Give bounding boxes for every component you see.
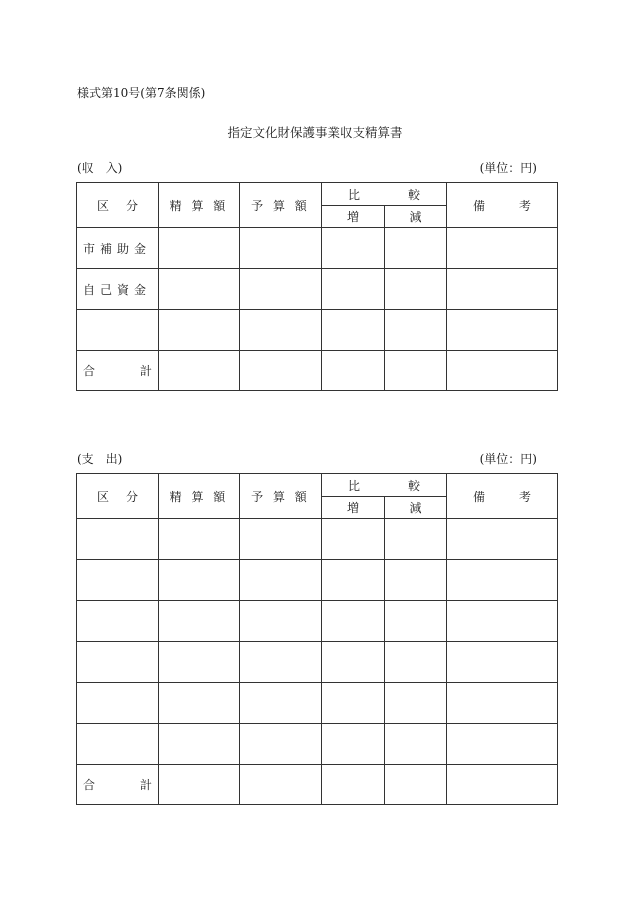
cell-seisan[interactable]: [159, 519, 240, 560]
cell-seisan[interactable]: [159, 351, 240, 391]
form-number: 様式第10号(第7条関係): [77, 86, 206, 100]
cell-zou[interactable]: [322, 724, 385, 765]
cell-biko[interactable]: [447, 601, 558, 642]
total-label-left: 合: [83, 364, 96, 378]
header-biko: [447, 183, 558, 228]
cell-biko[interactable]: [447, 683, 558, 724]
header-hikaku-left: 比: [348, 187, 361, 202]
cell-gen[interactable]: [385, 683, 447, 724]
cell-zou[interactable]: [322, 683, 385, 724]
header-kubun-right: 分: [125, 198, 138, 213]
cell-yosan[interactable]: [240, 601, 322, 642]
cell-seisan[interactable]: [159, 310, 240, 351]
cell-gen[interactable]: [385, 228, 447, 269]
table-row: [77, 228, 558, 269]
cell-zou[interactable]: [322, 642, 385, 683]
cell-gen[interactable]: [385, 560, 447, 601]
header-seisan: 精 算 額: [159, 474, 240, 519]
cell-seisan[interactable]: [159, 560, 240, 601]
cell-biko[interactable]: [447, 560, 558, 601]
header-gen: 減: [385, 497, 447, 519]
cell-zou[interactable]: [322, 310, 385, 351]
cell-biko[interactable]: [447, 642, 558, 683]
cell-seisan[interactable]: [159, 269, 240, 310]
cell-seisan[interactable]: [159, 683, 240, 724]
cell-seisan[interactable]: [159, 765, 240, 805]
header-gen: 減: [385, 206, 447, 228]
cell-zou[interactable]: [322, 228, 385, 269]
table-row: [77, 519, 558, 560]
cell-gen[interactable]: [385, 519, 447, 560]
expense-table: [76, 473, 558, 805]
cell-biko[interactable]: [447, 724, 558, 765]
header-hikaku-left: 比: [348, 478, 361, 493]
total-row: [77, 765, 558, 805]
cell-gen[interactable]: [385, 269, 447, 310]
cell-yosan[interactable]: [240, 310, 322, 351]
cell-zou[interactable]: [322, 519, 385, 560]
cell-biko[interactable]: [447, 310, 558, 351]
header-biko-right: 考: [518, 489, 531, 504]
header-biko: [447, 474, 558, 519]
row-label[interactable]: [77, 601, 159, 642]
row-label[interactable]: [77, 724, 159, 765]
header-kubun-left: 区: [97, 198, 110, 213]
header-yosan: 予 算 額: [240, 474, 322, 519]
cell-yosan[interactable]: [240, 228, 322, 269]
cell-seisan[interactable]: [159, 724, 240, 765]
cell-yosan[interactable]: [240, 560, 322, 601]
table-row: [77, 310, 558, 351]
table-row: [77, 683, 558, 724]
header-biko-right: 考: [518, 198, 531, 213]
row-label[interactable]: [77, 642, 159, 683]
header-biko-left: 備: [473, 489, 486, 504]
cell-seisan[interactable]: [159, 228, 240, 269]
table-row: [77, 560, 558, 601]
income-section-label: (収 入): [77, 161, 123, 175]
header-seisan: 精 算 額: [159, 183, 240, 228]
cell-yosan[interactable]: [240, 351, 322, 391]
header-hikaku-right: 較: [407, 187, 420, 202]
total-label-right: 計: [139, 364, 152, 378]
header-zou: 増: [322, 497, 385, 519]
expense-unit-label: (単位：円): [479, 452, 537, 466]
cell-gen[interactable]: [385, 765, 447, 805]
cell-biko[interactable]: [447, 351, 558, 391]
cell-yosan[interactable]: [240, 683, 322, 724]
income-unit-label: (単位：円): [479, 161, 537, 175]
cell-seisan[interactable]: [159, 601, 240, 642]
cell-gen[interactable]: [385, 310, 447, 351]
row-label[interactable]: [77, 310, 159, 351]
header-biko-left: 備: [473, 198, 486, 213]
cell-seisan[interactable]: [159, 642, 240, 683]
cell-zou[interactable]: [322, 601, 385, 642]
header-kubun-right: 分: [125, 489, 138, 504]
cell-zou[interactable]: [322, 765, 385, 805]
total-label-left: 合: [83, 778, 96, 792]
header-hikaku-right: 較: [407, 478, 420, 493]
table-row: [77, 269, 558, 310]
cell-biko[interactable]: [447, 765, 558, 805]
cell-biko[interactable]: [447, 519, 558, 560]
total-label: [77, 765, 159, 805]
cell-gen[interactable]: [385, 642, 447, 683]
cell-gen[interactable]: [385, 351, 447, 391]
document-title: 指定文化財保護事業収支精算書: [227, 125, 403, 140]
total-label-right: 計: [139, 778, 152, 792]
cell-biko[interactable]: [447, 228, 558, 269]
row-label: 自己資金: [77, 269, 159, 310]
table-row: [77, 724, 558, 765]
header-yosan: 予 算 額: [240, 183, 322, 228]
cell-yosan[interactable]: [240, 642, 322, 683]
cell-yosan[interactable]: [240, 519, 322, 560]
income-table: [76, 182, 558, 391]
expense-section-label: (支 出): [77, 452, 123, 466]
row-label[interactable]: [77, 560, 159, 601]
header-zou: 増: [322, 206, 385, 228]
cell-yosan[interactable]: [240, 724, 322, 765]
cell-zou[interactable]: [322, 351, 385, 391]
header-kubun: [77, 183, 159, 228]
cell-biko[interactable]: [447, 269, 558, 310]
cell-gen[interactable]: [385, 724, 447, 765]
row-label[interactable]: [77, 519, 159, 560]
cell-zou[interactable]: [322, 269, 385, 310]
total-row: [77, 351, 558, 391]
cell-gen[interactable]: [385, 601, 447, 642]
table-row: [77, 642, 558, 683]
cell-yosan[interactable]: [240, 765, 322, 805]
header-hikaku: [322, 474, 447, 497]
header-kubun-left: 区: [97, 489, 110, 504]
cell-zou[interactable]: [322, 560, 385, 601]
table-row: [77, 601, 558, 642]
row-label[interactable]: [77, 683, 159, 724]
row-label: 市補助金: [77, 228, 159, 269]
header-hikaku: [322, 183, 447, 206]
header-kubun: [77, 474, 159, 519]
total-label: [77, 351, 159, 391]
cell-yosan[interactable]: [240, 269, 322, 310]
